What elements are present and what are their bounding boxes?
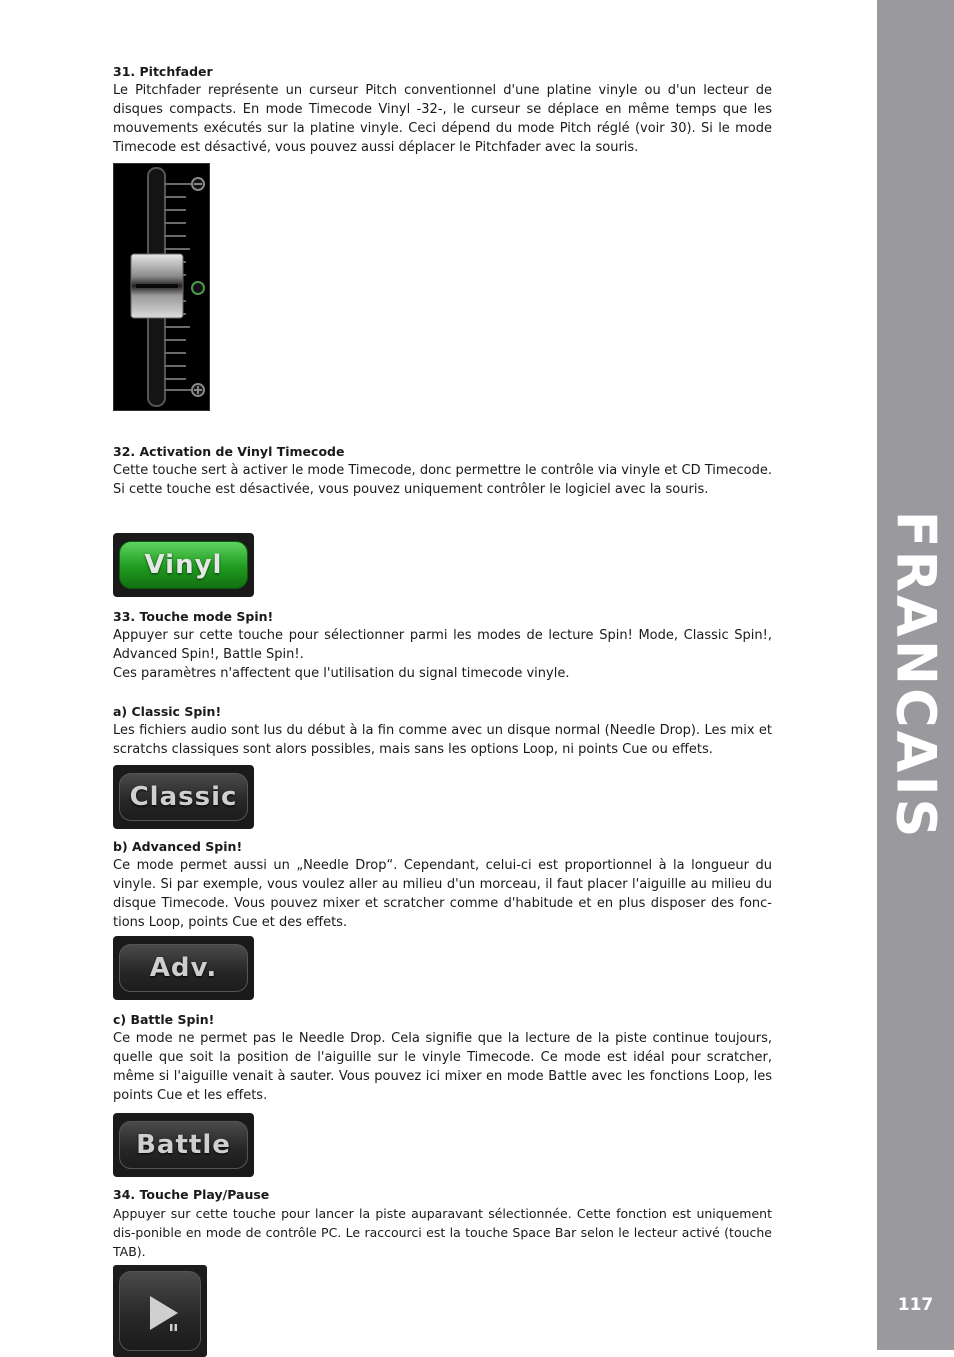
- classic-spin-title: a) Classic Spin!: [113, 704, 222, 719]
- section-32-body: Cette touche sert à activer le mode Timecode, donc permettre le contrôle via vinyle et CD Timecode. Si cette touche est désactivée, vous pouvez uniquement contrôler le logiciel avec la souris.: [113, 463, 773, 497]
- section-31-title: 31. Pitchfader: [113, 64, 213, 79]
- language-label: [877, 510, 954, 840]
- vinyl-button[interactable]: [113, 533, 254, 597]
- section-31-body: Le Pitchfader représente un curseur Pitch conventionnel d'une platine vinyle ou d'un lecteur de disques compacts. En mode Timecode Vinyl -32-, le curseur se déplace en même temps que les mouvements exécutés sur la platine vinyle. Ceci dépend du mode Pitch réglé (voir 30). Si le mode Timecode est désactivé, vous pouvez aussi déplacer le Pitchfader avec la souris.: [113, 83, 772, 155]
- section-32-title: 32. Activation de Vinyl Timecode: [113, 444, 345, 459]
- battle-button[interactable]: [113, 1113, 254, 1177]
- advanced-spin-body: Ce mode permet aussi un „Needle Drop“. Cependant, celui-ci est proportionnel à la longueur du vinyle. Si par exemple, vous voulez aller au milieu d'un morceau, il faut placer l'aiguille au milieu du disque Timecode. Vous pouvez mixer et scratcher comme d'habitude et en plus disposer des fonc-tions Loop, points Cue et des effets.: [113, 858, 772, 930]
- battle-button-label: Battle: [119, 1121, 248, 1169]
- classic-button[interactable]: [113, 765, 254, 829]
- pitchfader-image: [113, 163, 772, 415]
- section-33-body1: Appuyer sur cette touche pour sélectionner parmi les modes de lecture Spin! Mode, Classic Spin!, Advanced Spin!, Battle Spin!.: [113, 628, 772, 662]
- section-33-title: 33. Touche mode Spin!: [113, 609, 274, 624]
- classic-button-label: Classic: [119, 773, 248, 821]
- battle-spin-body: Ce mode ne permet pas le Needle Drop. Cela signifie que la lecture de la piste continue toujours, quelle que soit la position de l'aiguille sur le vinyle Timecode. Ce mode est idéal pour scratcher, même si l'aiguille venait à sauter. Vous pouvez ici mixer en mode Battle avec les fonctions Loop, les points Cue et les effets.: [113, 1031, 772, 1103]
- play-pause-button[interactable]: [113, 1265, 207, 1357]
- vinyl-button-label: Vinyl: [119, 541, 248, 589]
- adv-button-label: Adv.: [119, 944, 248, 992]
- section-34-body: Appuyer sur cette touche pour lancer la piste auparavant sélectionnée. Cette fonction est uniquement dis-ponible en mode de contrôle PC. Le raccourci est la touche Space Bar selon le lecteur activé (touche TAB).: [113, 1206, 772, 1259]
- section-33-body2: Ces paramètres n'affectent que l'utilisation du signal timecode vinyle.: [113, 666, 570, 681]
- pitchfader-icon: [113, 163, 210, 411]
- page-content: [113, 62, 772, 1357]
- battle-spin-title: c) Battle Spin!: [113, 1012, 215, 1027]
- language-label-text: FRANCAIS: [884, 510, 948, 840]
- classic-spin-body: Les fichiers audio sont lus du début à la fin comme avec un disque normal (Needle Drop). Les mix et scratchs classiques sont alors possibles, mais sans les options Loop, ni points Cue ou effets.: [113, 723, 772, 757]
- page-number: 117: [897, 1295, 934, 1315]
- play-pause-icon: [120, 1272, 202, 1352]
- adv-button[interactable]: [113, 936, 254, 1000]
- advanced-spin-title: b) Advanced Spin!: [113, 839, 243, 854]
- section-34-title: 34. Touche Play/Pause: [113, 1187, 270, 1202]
